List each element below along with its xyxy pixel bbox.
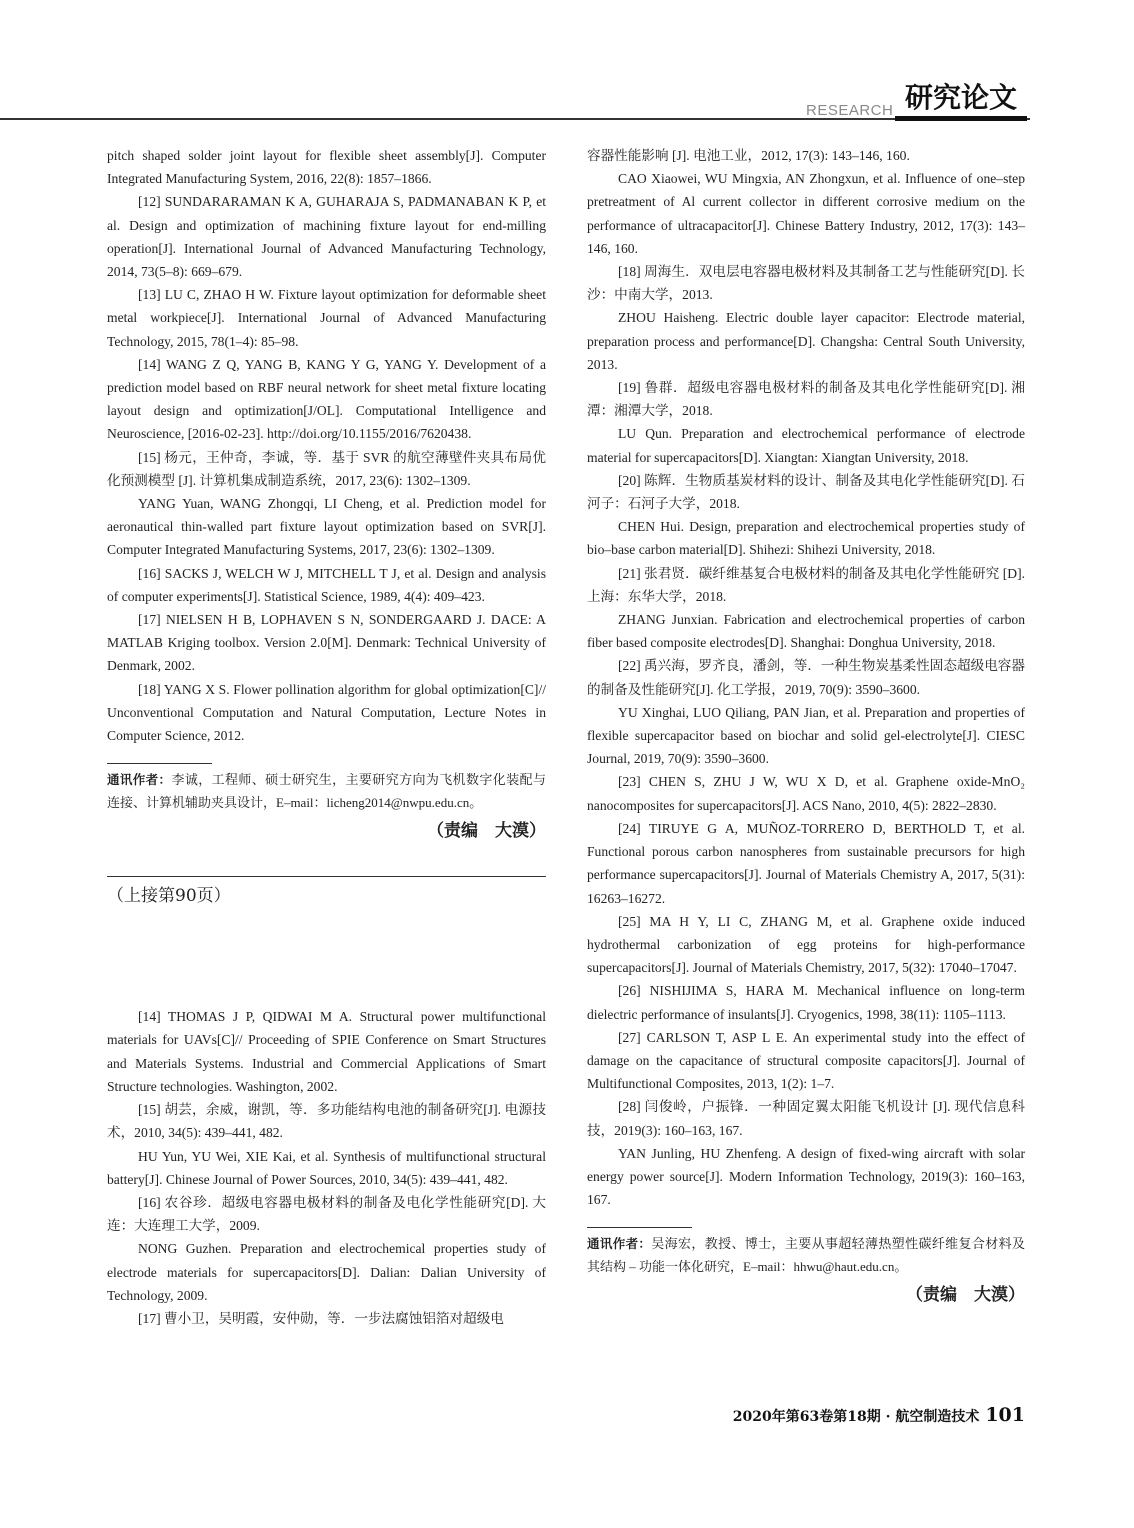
journal-issue: 2020年第63卷第18期 · 航空制造技术 (732, 1409, 980, 1425)
page-footer (733, 1404, 1025, 1426)
corresponding-author-note (587, 1232, 1025, 1278)
reference-entry: pitch shaped solder joint layout for flexible sheet assembly[J]. Computer Integrated Manufacturing System, 2016, 22(8): 1857–1866. (107, 148, 546, 187)
footnote-rule (107, 763, 212, 764)
reference-entry: [27] CARLSON T, ASP L E. An experimental study into the effect of damage on the capacitance of structural composite capacitors[J]. Journal of Multifunctional Composites, 2013, 1(2): 1–7. (587, 1029, 1025, 1092)
reference-translation: YU Xinghai, LUO Qiliang, PAN Jian, et al. Preparation and properties of flexible supercapacitor based on biochar and solid gel-electrolyte[J]. CIESC Journal, 2019, 70(9): 3590–3600. (587, 704, 1025, 767)
left-column (107, 144, 546, 1330)
reference-entry: [17] 曹小卫，吴明霞，安仲勋，等．一步法腐蚀铝箔对超级电 (138, 1310, 504, 1326)
reference-entry: [16] 农谷珍．超级电容器电极材料的制备及电化学性能研究[D]. 大连：大连理工大学，2009. (107, 1194, 546, 1234)
right-column (587, 144, 1025, 1308)
reference-entry: [18] YANG X S. Flower pollination algorithm for global optimization[C]// Unconventional Computation and Natural Computation, Lecture Notes in Computer Science, 2012. (107, 681, 546, 744)
reference-entry: [13] LU C, ZHAO H W. Fixture layout optimization for deformable sheet metal workpiece[J]. International Journal of Advanced Manufacturing Technology, 2015, 78(1–4): 85–98. (107, 287, 546, 349)
reference-entry: [16] SACKS J, WELCH W J, MITCHELL T J, et al. Design and analysis of computer experiments[J]. Statistical Science, 1989, 4(4): 409–423. (107, 565, 546, 604)
editor-note: （责编 大漠） (427, 821, 546, 842)
corresponding-author-text: 李诚，工程师、硕士研究生，主要研究方向为飞机数字化装配与连接、计算机辅助夹具设计，E–mail：licheng2014@nwpu.edu.cn。 (107, 772, 546, 811)
corresponding-author-label: 通讯作者： (107, 772, 172, 788)
reference-entry: [26] NISHIJIMA S, HARA M. Mechanical influence on long-term dielectric performance of insulants[J]. Cryogenics, 1998, 38(11): 1105–1113. (587, 983, 1025, 1022)
corresponding-author-note (107, 768, 546, 814)
corresponding-author-label: 通讯作者： (587, 1236, 652, 1252)
reference-translation: CAO Xiaowei, WU Mingxia, AN Zhongxun, et al. Influence of one–step pretreatment of Al current collector in different corrosive medium on the performance of ultracapacitor[J]. Chinese Battery Industry, 2012, 17(3): 143–146, 160. (587, 171, 1025, 256)
reference-translation: HU Yun, YU Wei, XIE Kai, et al. Synthesis of multifunctional structural battery[J]. Chinese Journal of Power Sources, 2010, 34(5): 439–441, 482. (107, 1148, 546, 1187)
reference-translation: ZHOU Haisheng. Electric double layer capacitor: Electrode material, preparation process and performance[D]. Changsha: Central South University, 2013. (587, 310, 1025, 372)
reference-translation: YANG Yuan, WANG Zhongqi, LI Cheng, et al. Prediction model for aeronautical thin-walled part fixture layout optimization based on SVR[J]. Computer Integrated Manufacturing Systems, 2017, 23(6): 1302–1309. (107, 496, 546, 558)
reference-entry: [28] 闫俊岭，户振锋．一种固定翼太阳能飞机设计 [J]. 现代信息科技，2019(3): 160–163, 167. (587, 1099, 1025, 1138)
reference-entry: [17] NIELSEN H B, LOPHAVEN S N, SONDERGAARD J. DACE: A MATLAB Kriging toolbox. Version 2.0[M]. Denmark: Technical University of Denmark, 2002. (107, 612, 546, 674)
reference-translation: YAN Junling, HU Zhenfeng. A design of fixed-wing aircraft with solar energy power source[J]. Modern Information Technology, 2019(3): 160–163, 167. (587, 1145, 1025, 1208)
reference-entry: [22] 禹兴海，罗齐良，潘剑，等．一种生物炭基柔性固态超级电容器的制备及性能研究[J]. 化工学报，2019, 70(9): 3590–3600. (587, 658, 1025, 697)
reference-translation: NONG Guzhen. Preparation and electrochemical properties study of electrode materials for supercapacitors[D]. Dalian: Dalian University of Technology, 2009. (107, 1241, 546, 1303)
continued-from-label: （上接第90页） (107, 886, 231, 907)
reference-entry: [12] SUNDARARAMAN K A, GUHARAJA S, PADMANABAN K P, et al. Design and optimization of machining fixture layout for end-milling operation[J]. International Journal of Advanced Manufacturing Technology, 2014, 73(5–8): 669–679. (107, 194, 546, 280)
reference-entry: [14] THOMAS J P, QIDWAI M A. Structural power multifunctional materials for UAVs[C]// Proceeding of SPIE Conference on Smart Structures and Materials Systems. Industrial and Commercial Applications of Smart Structure technologies. Washington, 2002. (107, 1009, 546, 1094)
reference-translation: LU Qun. Preparation and electrochemical performance of electrode material for supercapacitors[D]. Xiangtan: Xiangtan University, 2018. (587, 426, 1025, 465)
reference-translation: ZHANG Junxian. Fabrication and electrochemical properties of carbon fiber based composite electrodes[D]. Shanghai: Donghua University, 2018. (587, 612, 1025, 651)
reference-translation: CHEN Hui. Design, preparation and electrochemical properties study of bio–base carbon material[D]. Shihezi: Shihezi University, 2018. (587, 519, 1025, 558)
reference-entry: 容器性能影响 [J]. 电池工业，2012, 17(3): 143–146, 160. (587, 148, 910, 163)
page-number: 101 (985, 1404, 1025, 1426)
reference-entry: [15] 胡芸，余威，谢凯，等．多功能结构电池的制备研究[J]. 电源技术，2010, 34(5): 439–441, 482. (107, 1102, 546, 1141)
reference-entry: [24] TIRUYE G A, MUÑOZ-TORRERO D, BERTHOLD T, et al. Functional porous carbon nanospheres from sustainable precursors for high performance supercapacitors[J]. Journal of Materials Chemistry A, 2017, 5(31): 16263–16272. (587, 820, 1025, 906)
corresponding-author-text: 吴海宏，教授、博士，主要从事超轻薄热塑性碳纤维复合材料及其结构 – 功能一体化研究，E–mail：hhwu@haut.edu.cn。 (587, 1236, 1025, 1275)
reference-entry: [15] 杨元，王仲奇，李诚，等．基于 SVR 的航空薄壁件夹具布局优化预测模型 [J]. 计算机集成制造系统，2017, 23(6): 1302–1309. (107, 449, 546, 488)
left-references (107, 144, 546, 747)
reference-entry: [18] 周海生．双电层电容器电极材料及其制备工艺与性能研究[D]. 长沙：中南大学，2013. (587, 264, 1025, 303)
header-section-title: 研究论文 (895, 80, 1027, 121)
reference-entry: [19] 鲁群．超级电容器电极材料的制备及其电化学性能研究[D]. 湘潭：湘潭大学，2018. (587, 380, 1025, 419)
reference-entry: [20] 陈辉．生物质基炭材料的设计、制备及其电化学性能研究[D]. 石河子：石河子大学，2018. (587, 472, 1025, 512)
footnote-rule (587, 1227, 692, 1228)
header-research-label: RESEARCH (806, 102, 894, 119)
continued-references (107, 1005, 546, 1330)
reference-entry: [23] CHEN S, ZHU J W, WU X D, et al. Graphene oxide-MnO₂ nanocomposites for supercapacitors[J]. ACS Nano, 2010, 4(5): 2822–2830. (587, 774, 1025, 813)
article-separator (107, 876, 546, 877)
editor-note: （责编 大漠） (906, 1285, 1025, 1306)
right-references (587, 144, 1025, 1211)
reference-entry: [25] MA H Y, LI C, ZHANG M, et al. Graphene oxide induced hydrothermal carbonization of egg proteins for high-performance supercapacitors[J]. Journal of Materials Chemistry, 2017, 5(32): 17040–17047. (587, 913, 1025, 976)
reference-entry: [21] 张君贤．碳纤维基复合电极材料的制备及其电化学性能研究 [D]. 上海：东华大学，2018. (587, 565, 1025, 604)
reference-entry: [14] WANG Z Q, YANG B, KANG Y G, YANG Y. Development of a prediction model based on RBF neural network for sheet metal fixture locating layout design and optimization[J/OL]. Computational Intelligence and Neuroscience, [2016-02-23]. http://doi.org/10.1155/2016/7620438. (107, 356, 546, 442)
